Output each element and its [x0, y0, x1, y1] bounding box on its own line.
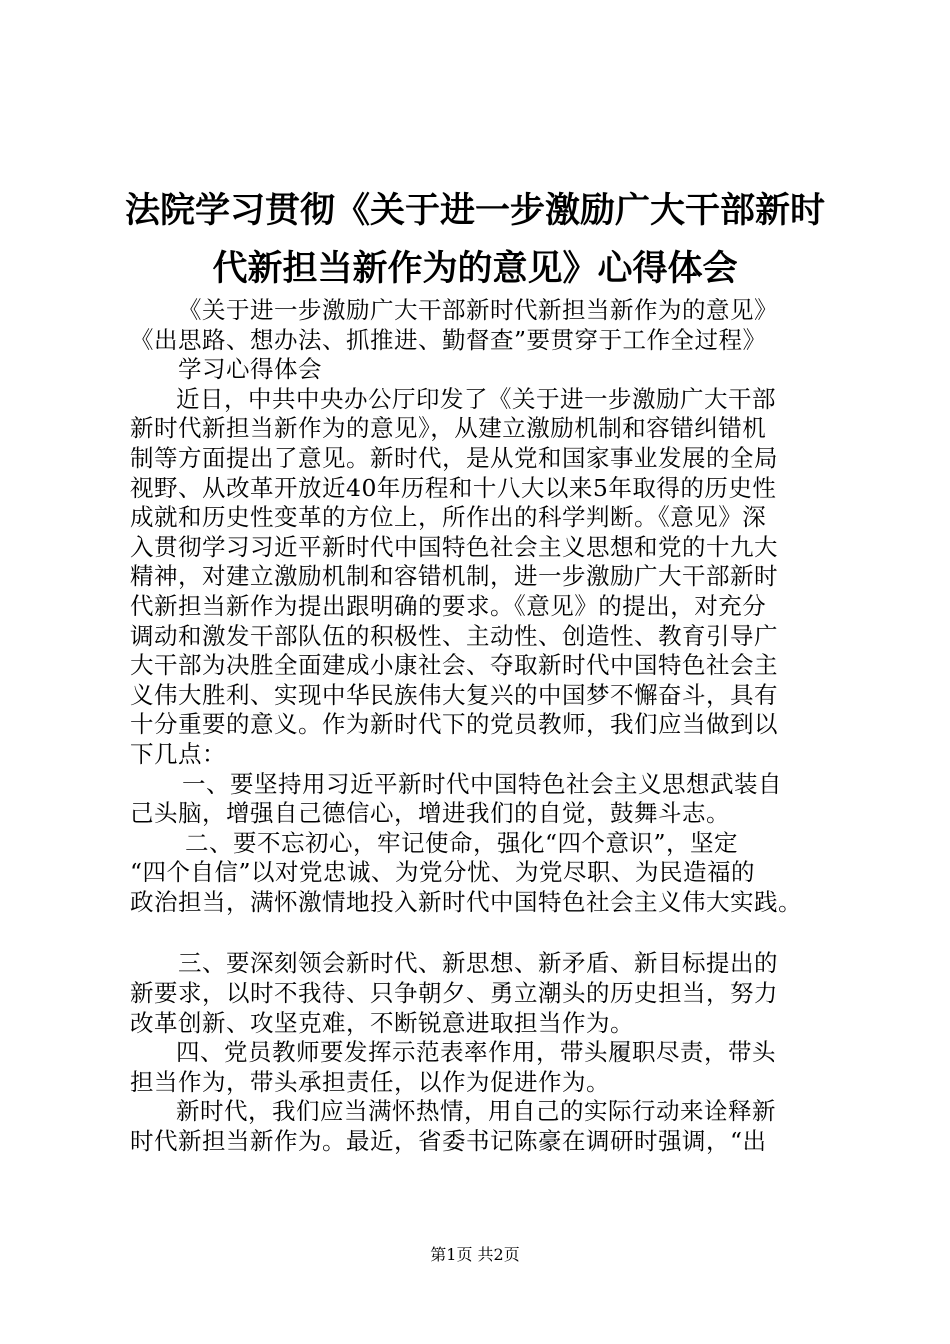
paragraph-line: 成就和历史性变革的方位上，所作出的科学判断。《意见》深 — [130, 503, 767, 532]
document-title-line-2: 代新担当新作为的意见》心得体会 — [212, 249, 738, 289]
document-body — [130, 296, 830, 1157]
document-title-line-1: 法院学习贯彻《关于进一步激励广大干部新时 — [124, 191, 825, 231]
paragraph-line: 调动和激发干部队伍的积极性、主动性、创造性、教育引导广 — [130, 621, 778, 650]
paragraph-line: 新要求，以时不我待、只争朝夕、勇立潮头的历史担当，努力 — [130, 979, 778, 1008]
page-number-footer: 第1页 共2页 — [430, 1245, 520, 1264]
paragraph-line: 四、党员教师要发挥示范表率作用，带头履职尽责，带头 — [176, 1038, 776, 1067]
paragraph-line: “四个自信”以对党忠诚、为党分忧、为党尽职、为民造福的 — [130, 858, 756, 887]
paragraph-line: 新时代，我们应当满怀热情，用自己的实际行动来诠释新 — [176, 1097, 776, 1126]
paragraph-line: 一、要坚持用习近平新时代中国特色社会主义思想武装自 — [182, 769, 782, 798]
paragraph-line: 视野、从改革开放近40年历程和十八大以来5年取得的历史性 — [130, 473, 777, 502]
paragraph-line: 二、要不忘初心，牢记使命，强化“四个意识”，坚定 — [185, 828, 739, 857]
paragraph-line: 担当作为，带头承担责任，以作为促进作为。 — [130, 1067, 610, 1096]
paragraph-line: 制等方面提出了意见。新时代，是从党和国家事业发展的全局 — [130, 443, 778, 472]
subtitle-line: 《出思路、想办法、抓推进、勤督查”要贯穿于工作全过程》 — [130, 325, 767, 354]
paragraph-line: 政治担当，满怀激情地投入新时代中国特色社会主义伟大实践。 — [130, 887, 802, 916]
subtitle-line: 学习心得体会 — [178, 355, 322, 384]
paragraph-line: 改革创新、攻坚克难，不断锐意进取担当作为。 — [130, 1008, 634, 1037]
paragraph-line: 时代新担当新作为。最近，省委书记陈豪在调研时强调，“出 — [130, 1127, 767, 1156]
paragraph-line: 入贯彻学习习近平新时代中国特色社会主义思想和党的十九大 — [130, 532, 778, 561]
paragraph-line: 精神，对建立激励机制和容错机制，进一步激励广大干部新时 — [130, 562, 778, 591]
paragraph-line: 下几点： — [130, 739, 226, 768]
paragraph-line: 十分重要的意义。作为新时代下的党员教师，我们应当做到以 — [130, 710, 778, 739]
subtitle-line: 《关于进一步激励广大干部新时代新担当新作为的意见》 — [178, 296, 778, 324]
paragraph-line: 代新担当新作为提出跟明确的要求。《意见》的提出，对充分 — [130, 591, 767, 620]
paragraph-line: 近日，中共中央办公厅印发了《关于进一步激励广大干部 — [176, 384, 776, 413]
paragraph-line: 三、要深刻领会新时代、新思想、新矛盾、新目标提出的 — [178, 949, 778, 978]
paragraph-gap — [130, 917, 830, 949]
paragraph-line: 大干部为决胜全面建成小康社会、夺取新时代中国特色社会主 — [130, 651, 778, 680]
paragraph-line: 义伟大胜利、实现中华民族伟大复兴的中国梦不懈奋斗，具有 — [130, 680, 778, 709]
paragraph-line: 新时代新担当新作为的意见》，从建立激励机制和容错纠错机 — [130, 414, 767, 443]
paragraph-line: 己头脑，增强自己德信心，增进我们的自觉，鼓舞斗志。 — [130, 799, 730, 828]
